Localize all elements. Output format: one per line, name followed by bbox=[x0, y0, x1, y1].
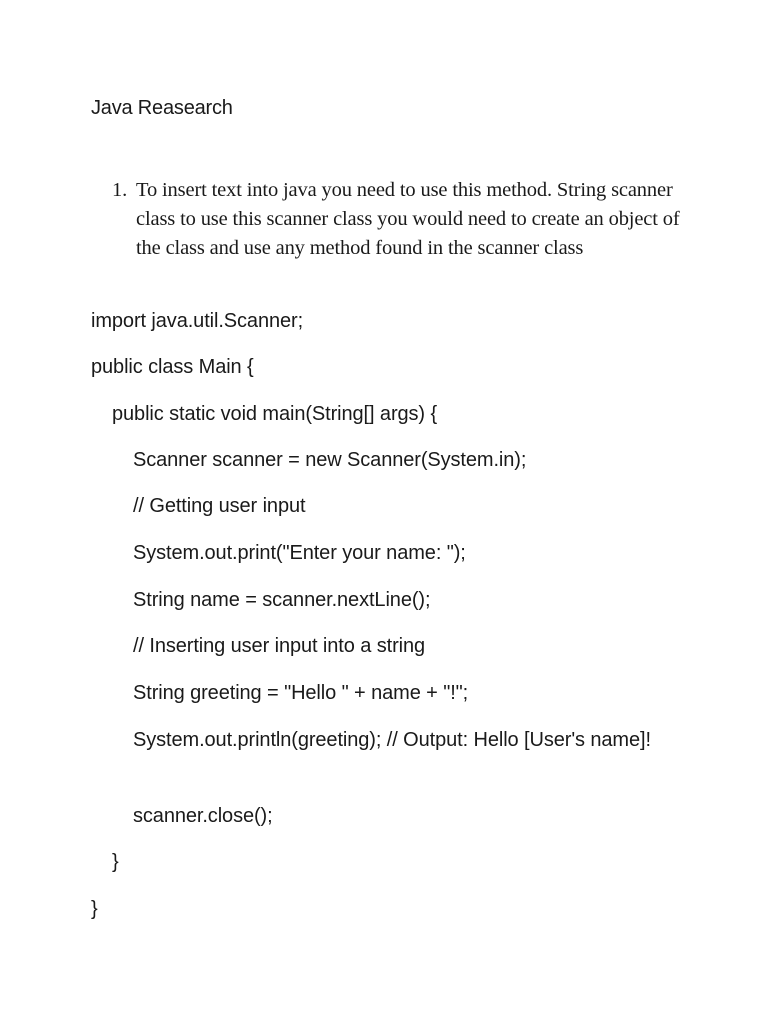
list-item-text: To insert text into java you need to use this method. String scanner class to use this scanner class you would need to create an object of the class and use any method found in the scanner class bbox=[136, 179, 680, 259]
code-line-println: System.out.println(greeting); // Output: Hello [User's name]! bbox=[133, 729, 651, 751]
code-line-print-prompt: System.out.print("Enter your name: "); bbox=[133, 542, 466, 564]
code-line-main-close-brace: } bbox=[112, 851, 119, 873]
list-item-number: 1. bbox=[112, 179, 128, 201]
code-line-scanner-close: scanner.close(); bbox=[133, 805, 273, 827]
code-line-class-decl: public class Main { bbox=[91, 356, 254, 378]
code-line-comment-input: // Getting user input bbox=[133, 495, 306, 517]
code-line-import: import java.util.Scanner; bbox=[91, 310, 304, 332]
code-line-main-decl: public static void main(String[] args) { bbox=[112, 403, 438, 425]
numbered-list bbox=[112, 176, 692, 263]
list-item bbox=[112, 176, 692, 263]
code-line-comment-insert: // Inserting user input into a string bbox=[133, 635, 426, 657]
code-line-read-name: String name = scanner.nextLine(); bbox=[133, 589, 431, 611]
code-line-greeting: String greeting = "Hello " + name + "!"; bbox=[133, 682, 469, 704]
document-title: Java Reasearch bbox=[91, 97, 233, 119]
code-line-scanner-init: Scanner scanner = new Scanner(System.in); bbox=[133, 449, 527, 471]
code-line-class-close-brace: } bbox=[91, 898, 98, 920]
